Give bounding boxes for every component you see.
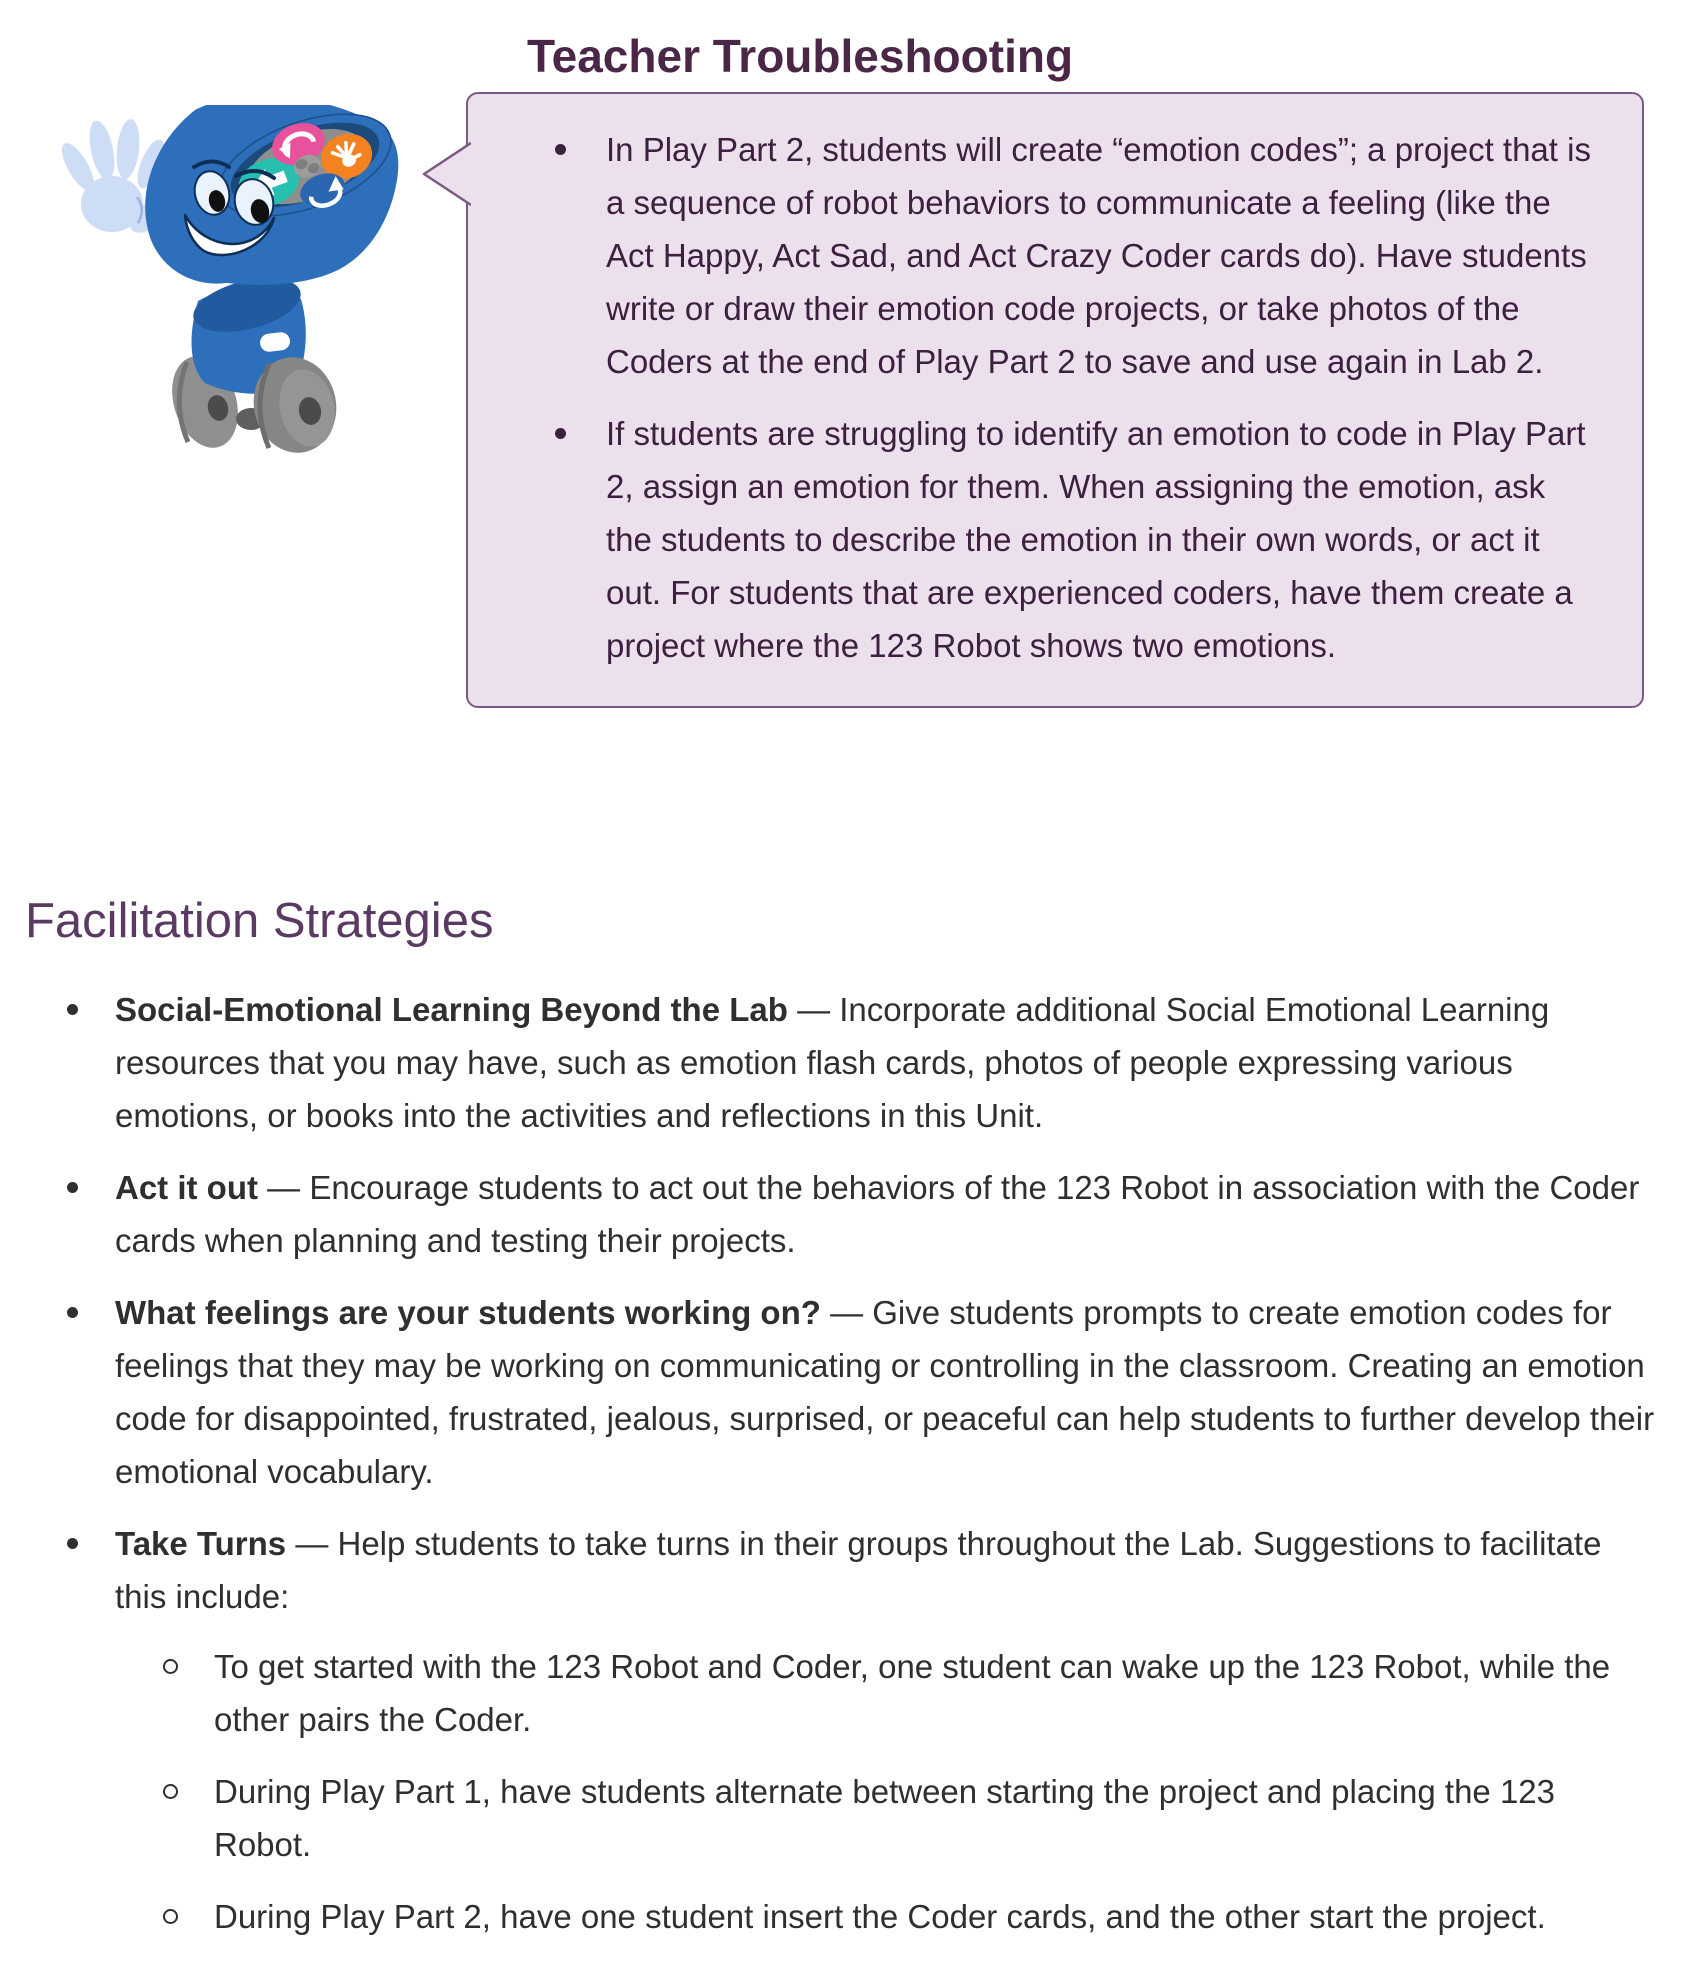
sub-list-item: To get started with the 123 Robot and Coder, one student can wake up the 123 Robot, while the other pairs the Coder.	[115, 1640, 1660, 1746]
take-turns-sublist	[115, 1640, 1660, 1943]
list-item-text: — Encourage students to act out the behaviors of the 123 Robot in association with the Coder cards when planning and testing their projects.	[115, 1169, 1640, 1259]
section-heading-facilitation-strategies: Facilitation Strategies	[25, 894, 494, 948]
list-item-text: — Give students prompts to create emotion codes for feelings that they may be working on communicating or controlling in the classroom. Creating an emotion code for disappointed, frustrated, jealous, surprised, or peaceful can help students to further develop their emotional vocabulary.	[115, 1294, 1655, 1490]
sub-list-item: During Play Part 1, have students alternate between starting the project and placing the 123 Robot.	[115, 1765, 1660, 1871]
list-item: If students are struggling to identify an emotion to code in Play Part 2, assign an emotion for them. When assigning the emotion, ask the students to describe the emotion in their own words, or act it out. For students that are experienced coders, have them create a project where the 123 Robot shows two emotions.	[513, 407, 1597, 672]
facilitation-strategies-list	[67, 983, 1660, 1943]
speech-bubble-list	[513, 123, 1597, 672]
page-title: Teacher Troubleshooting	[526, 30, 1074, 82]
list-item	[67, 1286, 1660, 1498]
hero-section	[0, 92, 1688, 764]
list-item-lead: Take Turns	[115, 1525, 287, 1562]
sub-list-item: During Play Part 2, have one student insert the Coder cards, and the other start the project.	[115, 1890, 1660, 1943]
speech-bubble	[466, 92, 1644, 708]
list-item	[67, 983, 1660, 1142]
list-item-text: — Incorporate additional Social Emotional Learning resources that you may have, such as emotion flash cards, photos of people expressing various emotions, or books into the activities and reflections in this Unit.	[115, 991, 1550, 1134]
list-item	[67, 1517, 1660, 1943]
list-item-lead: What feelings are your students working on?	[115, 1294, 821, 1331]
list-item-text: — Help students to take turns in their groups throughout the Lab. Suggestions to facilitate this include:	[115, 1525, 1602, 1615]
speech-bubble-pointer-icon	[420, 142, 471, 208]
vex-123-robot-waving-icon	[55, 105, 400, 460]
list-item	[67, 1161, 1660, 1267]
robot-head	[145, 105, 400, 285]
list-item-lead: Act it out	[115, 1169, 258, 1206]
list-item-lead: Social-Emotional Learning Beyond the Lab	[115, 991, 788, 1028]
list-item: In Play Part 2, students will create “emotion codes”; a project that is a sequence of robot behaviors to communicate a feeling (like the Act Happy, Act Sad, and Act Crazy Coder cards do). Have students write or draw their emotion code projects, or take photos of the Coders at the end of Play Part 2 to save and use again in Lab 2.	[513, 123, 1597, 388]
